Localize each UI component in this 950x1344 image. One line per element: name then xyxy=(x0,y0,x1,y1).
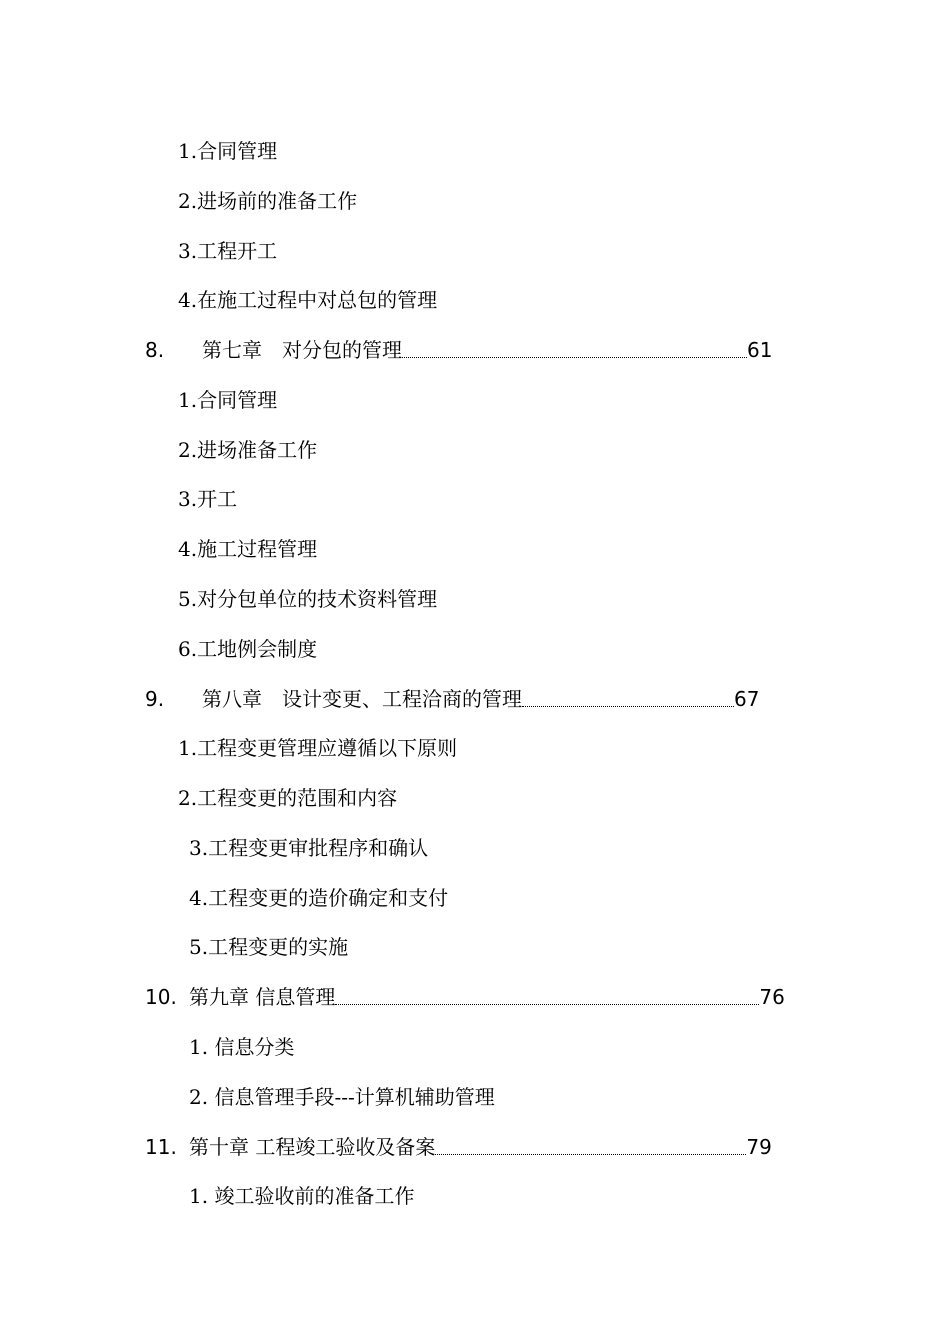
dot-leader xyxy=(402,357,747,358)
toc-subitem[interactable]: 4.工程变更的造价确定和支付 xyxy=(189,886,449,910)
toc-subitem[interactable]: 4.施工过程管理 xyxy=(178,537,318,561)
toc-subitem[interactable]: 2.工程变更的范围和内容 xyxy=(178,786,398,810)
chapter-page-number: 79 xyxy=(746,1135,772,1159)
toc-subitem[interactable]: 1. 竣工验收前的准备工作 xyxy=(189,1184,415,1208)
chapter-title: 第十章 工程竣工验收及备案 xyxy=(189,1135,436,1159)
chapter-title: 第七章 对分包的管理 xyxy=(202,338,402,362)
toc-subitem[interactable]: 6.工地例会制度 xyxy=(178,637,318,661)
dot-leader xyxy=(435,1154,746,1155)
toc-subitem[interactable]: 2.进场准备工作 xyxy=(178,438,318,462)
toc-chapter-7[interactable] xyxy=(145,335,772,365)
toc-subitem[interactable]: 4.在施工过程中对总包的管理 xyxy=(178,288,438,312)
chapter-page-number: 61 xyxy=(747,338,773,362)
toc-subitem[interactable]: 1.合同管理 xyxy=(178,139,278,163)
chapter-number: 8. xyxy=(145,338,165,362)
chapter-page-number: 67 xyxy=(734,687,760,711)
toc-subitem[interactable]: 1. 信息分类 xyxy=(189,1035,295,1059)
chapter-number: 11. xyxy=(145,1135,177,1159)
toc-subitem[interactable]: 2.进场前的准备工作 xyxy=(178,189,358,213)
chapter-number: 10. xyxy=(145,985,177,1009)
toc-subitem[interactable]: 5.对分包单位的技术资料管理 xyxy=(178,587,438,611)
toc-subitem[interactable]: 3.开工 xyxy=(178,487,238,511)
toc-subitem[interactable]: 1.工程变更管理应遵循以下原则 xyxy=(178,736,458,760)
toc-subitem[interactable]: 3.工程变更审批程序和确认 xyxy=(189,836,429,860)
chapter-title: 第九章 信息管理 xyxy=(189,985,336,1009)
toc-subitem[interactable]: 3.工程开工 xyxy=(178,239,278,263)
toc-chapter-9[interactable] xyxy=(145,982,785,1012)
toc-chapter-10[interactable] xyxy=(145,1132,772,1162)
dot-leader xyxy=(522,706,734,707)
toc-subitem[interactable]: 5.工程变更的实施 xyxy=(189,935,349,959)
chapter-page-number: 76 xyxy=(759,985,785,1009)
toc-subitem[interactable]: 2. 信息管理手段---计算机辅助管理 xyxy=(189,1085,495,1109)
chapter-title: 第八章 设计变更、工程洽商的管理 xyxy=(202,687,522,711)
chapter-number: 9. xyxy=(145,687,165,711)
toc-subitem[interactable]: 1.合同管理 xyxy=(178,388,278,412)
toc-chapter-8[interactable] xyxy=(145,684,759,714)
dot-leader xyxy=(335,1004,759,1005)
